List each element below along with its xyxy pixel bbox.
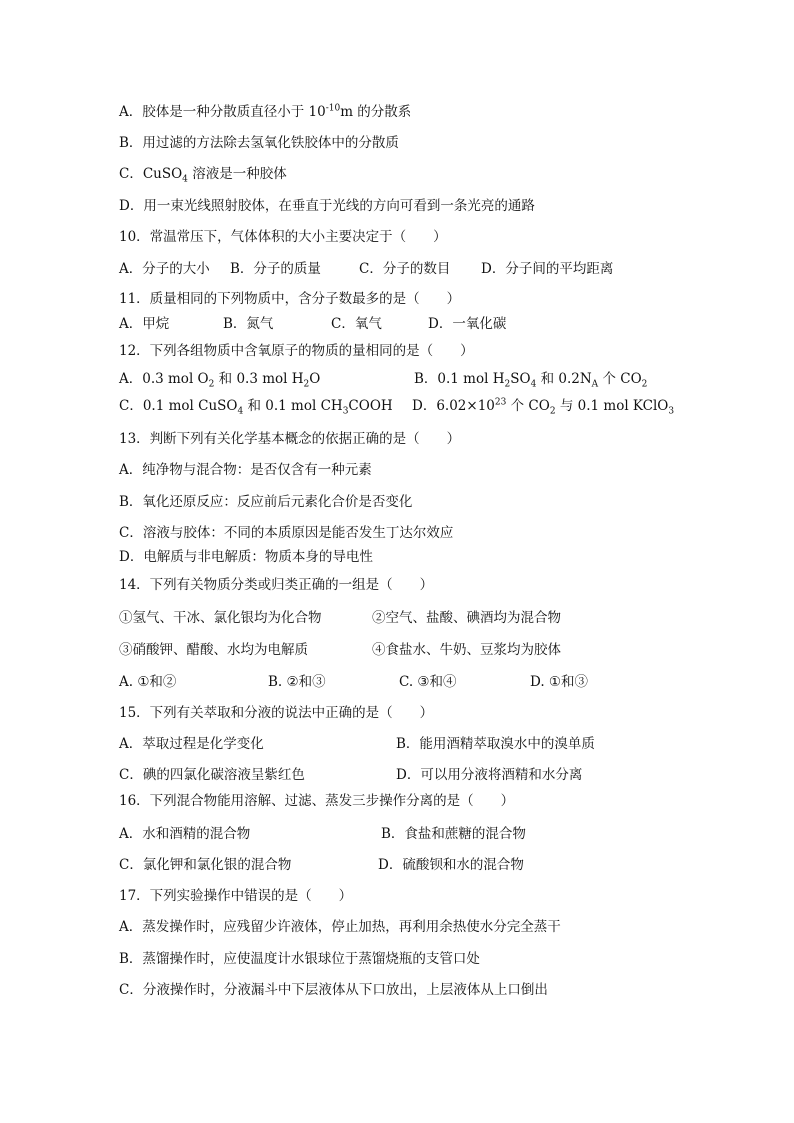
q15-stem: 15．下列有关萃取和分液的说法中正确的是（ ） xyxy=(119,705,434,721)
q12-stem: 12．下列各组物质中含氧原子的物质的量相同的是（ ） xyxy=(119,343,474,359)
q12-option-d: D．$6.02\times 10^{23}$ 个 $CO_2$ 与 0.1 mol KClO$_3$ xyxy=(412,397,675,417)
q12-option-c: C．0.1 mol CuSO$_4$ 和 0.1 mol $CH_3COOH$ xyxy=(119,398,393,417)
q11-stem: 11．质量相同的下列物质中，含分子数最多的是（ ） xyxy=(119,291,461,307)
q12-option-a: A．0.3 mol $O_2$ 和 0.3 mol $H_2O$ xyxy=(119,371,321,390)
q16-stem: 16．下列混合物能用溶解、过滤、蒸发三步操作分离的是（ ） xyxy=(119,793,515,809)
q10-option-a: A．分子的大小 xyxy=(119,261,210,277)
q11-option-d: D．一氧化碳 xyxy=(428,316,507,332)
q13-option-c: C．溶液与胶体：不同的本质原因是能否发生丁达尔效应 xyxy=(119,525,454,541)
q9-option-b: B．用过滤的方法除去氢氧化铁胶体中的分散质 xyxy=(119,135,399,151)
q15-option-c: C．碘的四氯化碳溶液呈紫红色 xyxy=(119,767,305,783)
q14-item-4: ④食盐水、牛奶、豆浆均为胶体 xyxy=(372,642,561,658)
q16-option-d: D．硫酸钡和水的混合物 xyxy=(378,857,524,873)
q13-option-b: B．氧化还原反应：反应前后元素化合价是否变化 xyxy=(119,494,413,510)
q11-option-a: A．甲烷 xyxy=(119,316,170,332)
q14-item-1: ①氢气、干冰、氯化银均为化合物 xyxy=(119,610,322,626)
q16-option-a: A．水和酒精的混合物 xyxy=(119,826,251,842)
q14-item-3: ③硝酸钾、醋酸、水均为电解质 xyxy=(119,642,308,658)
q11-option-b: B．氮气 xyxy=(223,316,274,332)
q15-option-a: A．萃取过程是化学变化 xyxy=(119,736,264,752)
q10-option-b: B．分子的质量 xyxy=(230,261,321,277)
q13-option-a: A．纯净物与混合物：是否仅含有一种元素 xyxy=(119,462,372,478)
q9-option-a: A．胶体是一种分散质直径小于 $10^{-10}m$ 的分散系 xyxy=(119,103,412,120)
q15-option-d: D．可以用分液将酒精和水分离 xyxy=(396,767,583,783)
q14-option-a: A. ①和② xyxy=(119,674,177,690)
q10-option-c: C．分子的数目 xyxy=(359,261,451,277)
q11-option-c: C．氧气 xyxy=(331,316,382,332)
q14-option-d: D. ①和③ xyxy=(530,674,589,690)
q17-option-a: A．蒸发操作时，应残留少许液体，停止加热，再利用余热使水分完全蒸干 xyxy=(119,919,561,935)
q12-option-b: B．0.1 mol $H_2SO_4$ 和 $0.2N_A$ 个 $CO_2$ xyxy=(414,371,648,390)
q13-option-d: D．电解质与非电解质：物质本身的导电性 xyxy=(119,549,373,565)
q14-option-c: C. ③和④ xyxy=(399,674,457,690)
q14-stem: 14．下列有关物质分类或归类正确的一组是（ ） xyxy=(119,577,434,593)
q17-option-b: B．蒸馏操作时，应使温度计水银球位于蒸馏烧瓶的支管口处 xyxy=(119,951,480,967)
q14-item-2: ②空气、盐酸、碘酒均为混合物 xyxy=(372,610,561,626)
q13-stem: 13．判断下列有关化学基本概念的依据正确的是（ ） xyxy=(119,431,461,447)
q14-option-b: B. ②和③ xyxy=(268,674,326,690)
q17-option-c: C．分液操作时，分液漏斗中下层液体从下口放出，上层液体从上口倒出 xyxy=(119,982,548,998)
q10-option-d: D．分子间的平均距离 xyxy=(481,261,614,277)
q17-stem: 17．下列实验操作中错误的是（ ） xyxy=(119,888,353,904)
q9-option-d: D．用一束光线照射胶体，在垂直于光线的方向可看到一条光亮的通路 xyxy=(119,198,535,214)
q10-stem: 10．常温常压下，气体体积的大小主要决定于（ ） xyxy=(119,229,447,245)
q16-option-c: C．氯化钾和氯化银的混合物 xyxy=(119,857,292,873)
q16-option-b: B．食盐和蔗糖的混合物 xyxy=(381,826,526,842)
q15-option-b: B．能用酒精萃取溴水中的溴单质 xyxy=(396,736,595,752)
q9-option-c: C．CuSO$_4$ 溶液是一种胶体 xyxy=(119,166,287,185)
